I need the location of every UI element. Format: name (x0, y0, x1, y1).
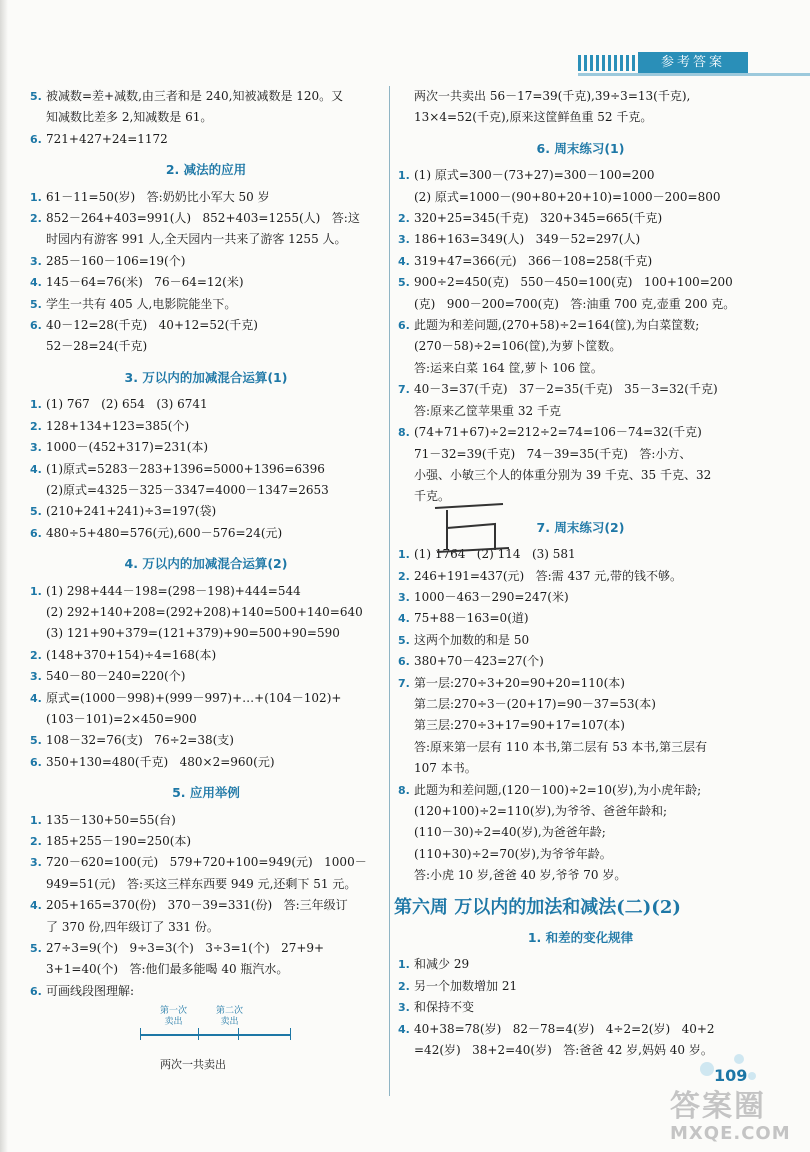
answer-text: 71－32=39(千克) 74－39=35(千克) 答:小方、 (414, 446, 692, 461)
answer-line: 13×4=52(千克),原来这筐鲜鱼重 52 千克。 (414, 110, 653, 125)
answer-line (398, 336, 763, 357)
answer-text: 40+38=78(岁) 82－78=4(岁) 4÷2=2(岁) 40+2 (414, 1021, 715, 1036)
answer-text: (2) 292+140+208=(292+208)+140=500+140=640 (46, 604, 363, 619)
answer-text: 小强、小敏三个人的体重分别为 39 千克、35 千克、32 (414, 467, 712, 482)
answer-text: (3) 121+90+379=(121+379)+90=500+90=590 (46, 626, 340, 641)
answer-text: 此题为和差问题,(120－100)÷2=10(岁),为小虎年龄; (414, 782, 702, 797)
answer-line (30, 981, 382, 1002)
answer-line (398, 401, 763, 422)
answer-line (30, 959, 382, 980)
answer-line (398, 976, 763, 997)
answer-text: (1) 1764 (2) 114 (3) 581 (414, 547, 576, 562)
question-number: 2. (398, 212, 410, 226)
answer-line (398, 294, 763, 315)
section-title: 7. 周末练习(2) (536, 519, 625, 535)
answer-text: (1) 298+444－198=(298－198)+444=544 (46, 583, 301, 598)
handwritten-scribble (425, 500, 515, 560)
answer-text: 千克。 (414, 489, 451, 504)
question-number: 1. (30, 190, 42, 204)
header-label: 参考答案 (638, 52, 748, 74)
watermark-bottom: MXQE.COM (670, 1123, 791, 1144)
question-number: 8. (398, 783, 410, 797)
answer-line (398, 822, 763, 843)
question-number (398, 801, 414, 822)
answer-line (30, 852, 382, 873)
answer-text: 和保持不变 (414, 1000, 475, 1015)
answer-text: 75+88－163=0(道) (414, 611, 529, 626)
answer-text: 852－264+403=991(人) 852+403=1255(人) 答:这 (46, 211, 360, 226)
question-number (30, 917, 46, 938)
answer-text: =42(岁) 38+2=40(岁) 答:爸爸 42 岁,妈妈 40 岁。 (414, 1043, 713, 1058)
header-stripes (578, 55, 636, 71)
answer-text: 720－620=100(元) 579+720+100=949(元) 1000－ (46, 855, 367, 870)
question-number: 2. (30, 648, 42, 662)
answer-text: 27÷3=9(个) 9÷3=3(个) 3÷3=1(个) 27+9+ (46, 941, 325, 956)
question-number: 4. (30, 276, 42, 290)
answer-text: (74+71+67)÷2=212÷2=74=106－74=32(千克) (414, 425, 702, 440)
answer-text: (1) 767 (2) 654 (3) 6741 (46, 397, 208, 412)
answer-line (30, 938, 382, 959)
answer-line (398, 358, 763, 379)
answer-text: 答:运来白菜 164 筐,萝卜 106 筐。 (414, 360, 603, 375)
answer-line (30, 645, 382, 666)
page-number: 109 (714, 1066, 748, 1085)
question-number: 6. (30, 984, 42, 998)
header-rule (578, 73, 810, 76)
question-number: 2. (30, 835, 42, 848)
answer-text: (148+370+154)÷4=168(本) (46, 647, 217, 662)
diagram-label-second: 第二次 卖出 (216, 1006, 244, 1028)
answer-line (30, 229, 382, 250)
answer-line (30, 187, 382, 208)
answer-text: 知减数比差多 2,知减数是 61。 (46, 110, 213, 125)
question-number (398, 694, 414, 715)
section-title: 2. 减法的应用 (165, 162, 247, 178)
question-number: 7. (398, 676, 410, 690)
answer-text: 第二层:270÷3－(20+17)=90－37=53(本) (414, 696, 656, 711)
diagram-tick (198, 1028, 199, 1040)
question-number (398, 294, 414, 315)
decor-bubble (700, 1062, 714, 1076)
decor-bubble (734, 1054, 744, 1064)
question-number: 4. (30, 462, 42, 476)
answer-line (398, 608, 763, 629)
question-number (398, 486, 414, 507)
answer-line (398, 1040, 763, 1061)
diagram-tick (238, 1028, 239, 1040)
question-number: 3. (30, 670, 42, 684)
question-number: 3. (398, 1001, 410, 1015)
answer-text: 949=51(元) 答:买这三样东西要 949 元,还剩下 51 元。 (46, 876, 357, 891)
answer-text: 285－160－106=19(个) (46, 253, 186, 268)
question-number (398, 844, 414, 865)
question-number: 6. (30, 526, 42, 540)
question-number (398, 715, 414, 736)
answer-line (398, 715, 763, 736)
answer-text: 原式=(1000－998)+(999－997)+…+(104－102)+ (46, 690, 342, 705)
answer-line (30, 709, 382, 730)
answer-line (30, 107, 382, 128)
question-number (398, 737, 414, 758)
answer-line (30, 416, 382, 437)
answer-line (398, 758, 763, 779)
line-segment-diagram (120, 1006, 320, 1076)
week-title: 第六周 万以内的加法和减法(二)(2) (394, 896, 681, 918)
answer-text: 145－64=76(米) 76－64=12(米) (46, 275, 244, 290)
answer-line (398, 587, 763, 608)
question-number: 5. (30, 505, 42, 519)
answer-text: 答:小虎 10 岁,爸爸 40 岁,爷爷 70 岁。 (414, 868, 627, 883)
answer-text: (2) 原式=1000－(90+80+20+10)=1000－200=800 (414, 189, 721, 204)
answer-line (398, 465, 763, 486)
answer-line (398, 566, 763, 587)
question-number: 1. (398, 169, 410, 183)
diagram-total-label: 两次一共卖出 (160, 1058, 226, 1072)
question-number: 7. (398, 383, 410, 397)
answer-line (30, 251, 382, 272)
question-number: 5. (30, 90, 42, 103)
answer-line (30, 480, 382, 501)
question-number: 4. (30, 691, 42, 705)
section-title: 4. 万以内的加减混合运算(2) (124, 556, 288, 572)
answer-line (30, 831, 382, 852)
question-number (398, 865, 414, 886)
answer-text: (克) 900－200=700(克) 答:油重 700 克,壶重 200 克。 (414, 296, 736, 311)
answer-text: 128+134+123=385(个) (46, 418, 190, 433)
answer-line (30, 394, 382, 415)
answer-text: 第一层:270÷3+20=90+20=110(本) (414, 675, 625, 690)
left-column (30, 86, 382, 1076)
answer-line (398, 780, 763, 801)
answer-text: (1) 原式=300－(73+27)=300－100=200 (414, 168, 655, 183)
answer-line (30, 730, 382, 751)
answer-text: 答:原来乙筐苹果重 32 千克 (414, 403, 561, 418)
answer-line (398, 673, 763, 694)
answer-line: 两次一共卖出 56－17=39(千克),39÷3=13(千克), (414, 89, 691, 103)
answer-text: 185+255－190=250(本) (46, 834, 192, 848)
question-number (30, 623, 46, 644)
section-title: 1. 和差的变化规律 (527, 930, 634, 946)
answer-text: 另一个加数增加 21 (414, 978, 518, 993)
question-number (30, 229, 46, 250)
answer-text: 721+427+24=1172 (46, 131, 168, 146)
question-number: 1. (398, 958, 410, 972)
right-column (394, 86, 763, 1061)
answer-line (30, 315, 382, 336)
answer-line (30, 895, 382, 916)
answer-line (30, 810, 382, 831)
answer-text: 205+165=370(份) 370－39=331(份) 答:三年级订 (46, 898, 348, 913)
section-title: 6. 周末练习(1) (536, 140, 625, 156)
answer-line (398, 865, 763, 886)
answer-line (30, 752, 382, 773)
question-number (398, 401, 414, 422)
answer-line (30, 459, 382, 480)
answer-line (398, 315, 763, 336)
answer-line (30, 874, 382, 895)
question-number: 6. (30, 755, 42, 769)
answer-text: 答:原来第一层有 110 本书,第二层有 53 本书,第三层有 (414, 739, 708, 754)
answer-text: 1000－(452+317)=231(本) (46, 440, 209, 455)
answer-text: 320+25=345(千克) 320+345=665(千克) (414, 211, 663, 226)
answer-text: (270－58)÷2=106(筐),为萝卜筐数。 (414, 339, 622, 354)
question-number (30, 959, 46, 980)
answer-text: 540－80－240=220(个) (46, 669, 186, 684)
question-number: 3. (30, 254, 42, 268)
answer-text: (110－30)÷2=40(岁),为爸爸年龄; (414, 825, 606, 840)
diagram-label-first: 第一次 卖出 (160, 1006, 188, 1028)
answer-text: 可画线段图理解: (46, 983, 135, 998)
answer-text: 和减少 29 (414, 957, 470, 972)
answer-text: 了 370 份,四年级订了 331 份。 (46, 919, 219, 934)
answer-text: 135－130+50=55(台) (46, 812, 176, 827)
question-number: 1. (30, 398, 42, 412)
answer-line (398, 1019, 763, 1040)
answer-line (398, 997, 763, 1018)
answer-line (398, 422, 763, 443)
answer-line (398, 272, 763, 293)
answer-line (398, 229, 763, 250)
answer-text: 此题为和差问题,(270+58)÷2=164(筐),为白菜筐数; (414, 318, 700, 333)
question-number: 6. (30, 319, 42, 333)
answer-line (398, 801, 763, 822)
answer-text: 246+191=437(元) 答:需 437 元,带的钱不够。 (414, 568, 683, 583)
question-number (30, 709, 46, 730)
answer-line (30, 336, 382, 357)
answer-line (398, 165, 763, 186)
question-number (30, 602, 46, 623)
question-number: 2. (398, 569, 410, 583)
page-edge-shadow (0, 0, 8, 1152)
answer-line (398, 694, 763, 715)
answer-line (30, 208, 382, 229)
answer-text: (2)原式=4325－325－3347=4000－1347=2653 (46, 482, 329, 497)
answer-text: 第三层:270÷3+17=90+17=107(本) (414, 718, 625, 733)
answer-line (398, 187, 763, 208)
question-number (398, 336, 414, 357)
answer-text: 319+47=366(元) 366－108=258(千克) (414, 253, 653, 268)
answer-text: 380+70－423=27(个) (414, 654, 544, 669)
answer-line (398, 737, 763, 758)
answer-text: 时园内有游客 991 人,全天园内一共来了游客 1255 人。 (46, 232, 347, 247)
answer-text: 学生一共有 405 人,电影院能坐下。 (46, 296, 237, 311)
answer-text: (210+241+241)÷3=197(袋) (46, 504, 217, 519)
answer-text: 被减数=差+减数,由三者和是 240,知被减数是 120。又 (46, 89, 344, 103)
question-number: 2. (398, 979, 410, 993)
answer-text: 61－11=50(岁) 答:奶奶比小军大 50 岁 (46, 189, 270, 204)
question-number: 5. (398, 276, 410, 290)
question-number: 3. (398, 233, 410, 247)
question-number: 1. (30, 584, 42, 598)
answer-text: 40－3=37(千克) 37－2=35(千克) 35－3=32(千克) (414, 382, 718, 397)
answer-line (398, 444, 763, 465)
question-number: 1. (398, 548, 410, 562)
question-number: 3. (30, 856, 42, 870)
section-title: 3. 万以内的加减混合运算(1) (124, 369, 288, 385)
watermark-top: 答案圈 (670, 1089, 766, 1124)
question-number: 2. (30, 419, 42, 433)
question-number (398, 1040, 414, 1061)
answer-line (30, 623, 382, 644)
answer-line (398, 844, 763, 865)
question-number: 4. (398, 612, 410, 626)
question-number: 6. (398, 319, 410, 333)
question-number: 5. (398, 633, 410, 647)
answer-text: 这两个加数的和是 50 (414, 632, 530, 647)
question-number (398, 465, 414, 486)
answer-line (30, 666, 382, 687)
answer-line (30, 501, 382, 522)
answer-text: 3+1=40(个) 答:他们最多能喝 40 瓶汽水。 (46, 962, 289, 977)
question-number: 6. (398, 655, 410, 669)
answer-line (398, 208, 763, 229)
diagram-tick (140, 1028, 141, 1040)
answer-text: (103－101)=2×450=900 (46, 711, 197, 726)
answer-line (30, 581, 382, 602)
answer-line (30, 523, 382, 544)
answer-line (398, 651, 763, 672)
site-watermark (670, 1090, 800, 1148)
answer-line (398, 954, 763, 975)
question-number (398, 758, 414, 779)
question-number: 3. (30, 441, 42, 455)
answer-line (30, 688, 382, 709)
question-number (30, 874, 46, 895)
question-number: 5. (30, 297, 42, 311)
question-number (398, 358, 414, 379)
question-number: 4. (398, 254, 410, 268)
answer-text: 186+163=349(人) 349－52=297(人) (414, 232, 641, 247)
answer-text: 350+130=480(千克) 480×2=960(元) (46, 754, 275, 769)
diagram-line (140, 1034, 290, 1036)
answer-line (30, 86, 382, 107)
answer-text: (110+30)÷2=70(岁),为爷爷年龄。 (414, 846, 612, 861)
answer-line (30, 917, 382, 938)
question-number (30, 336, 46, 357)
question-number (398, 444, 414, 465)
answer-text: (1)原式=5283－283+1396=5000+1396=6396 (46, 461, 325, 476)
question-number: 1. (30, 813, 42, 827)
question-number: 6. (30, 132, 42, 146)
section-title: 5. 应用举例 (172, 785, 240, 801)
diagram-tick (290, 1028, 291, 1040)
question-number: 5. (30, 942, 42, 956)
decor-bubble (748, 1072, 756, 1080)
question-number (30, 107, 46, 128)
question-number (30, 480, 46, 501)
answer-text: 52－28=24(千克) (46, 339, 148, 354)
answer-text: 1000－463－290=247(米) (414, 589, 569, 604)
answer-text: 900÷2=450(克) 550－450=100(克) 100+100=200 (414, 275, 733, 290)
answer-line (30, 129, 382, 150)
question-number: 2. (30, 212, 42, 226)
answer-text: 480÷5+480=576(元),600－576=24(元) (46, 525, 283, 540)
question-number: 4. (30, 899, 42, 913)
answer-text: (120+100)÷2=110(岁),为爷爷、爸爸年龄和; (414, 804, 668, 818)
question-number: 8. (398, 426, 410, 440)
question-number: 3. (398, 590, 410, 604)
answer-line (398, 630, 763, 651)
answer-line (30, 437, 382, 458)
column-divider (389, 86, 390, 1096)
answer-line (30, 602, 382, 623)
question-number: 4. (398, 1022, 410, 1036)
question-number (398, 187, 414, 208)
answer-line (398, 251, 763, 272)
answer-text: 107 本书。 (414, 761, 477, 776)
answer-line (398, 379, 763, 400)
answer-text: 40－12=28(千克) 40+12=52(千克) (46, 318, 258, 333)
question-number: 5. (30, 734, 42, 748)
question-number (398, 822, 414, 843)
answer-line (30, 294, 382, 315)
answer-text: 108－32=76(支) 76÷2=38(支) (46, 733, 234, 748)
answer-line (30, 272, 382, 293)
